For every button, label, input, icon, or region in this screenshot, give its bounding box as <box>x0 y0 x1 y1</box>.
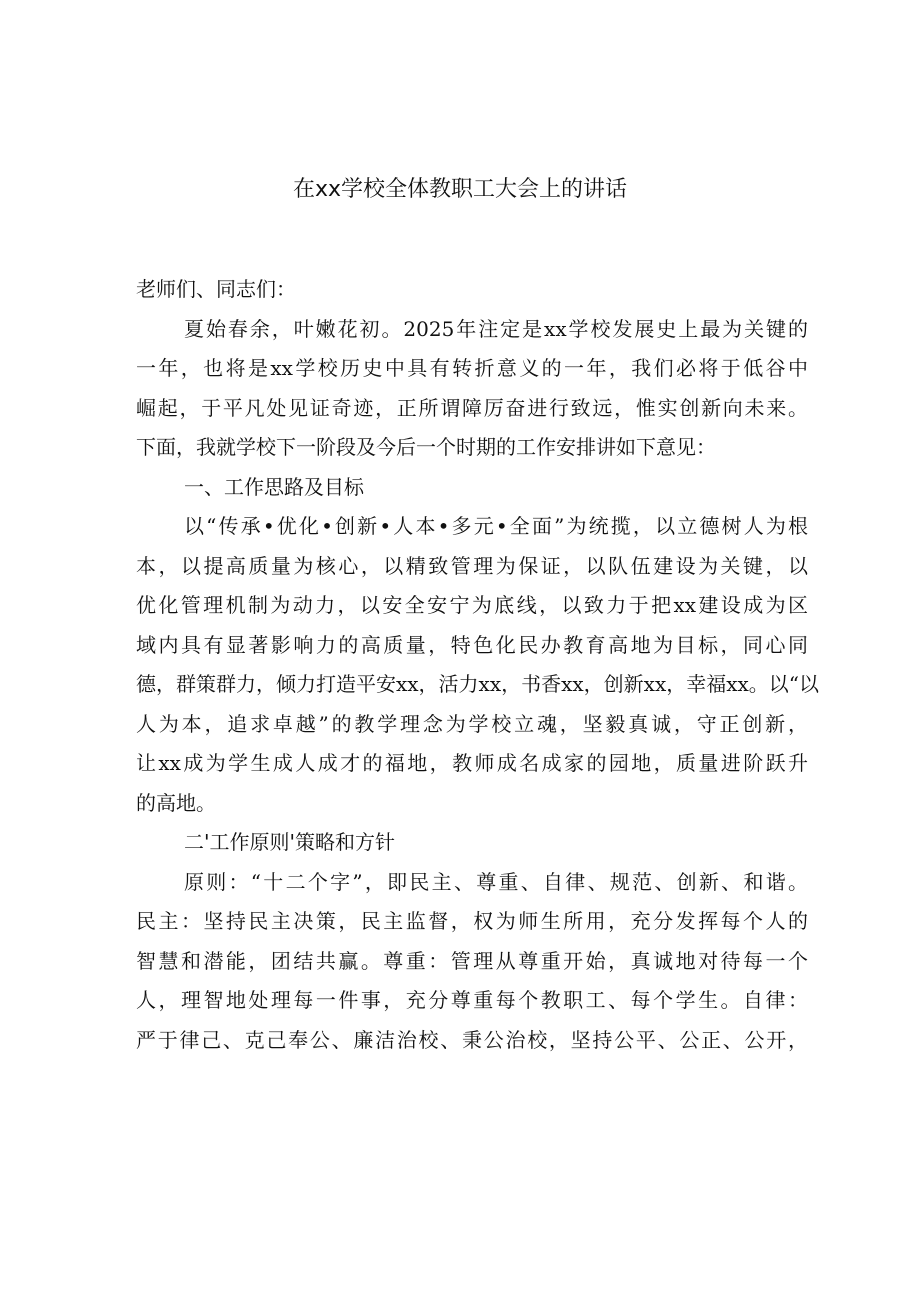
section-heading-1: 一、工作思路及目标 <box>184 474 364 499</box>
salutation: 老师们、同志们： <box>136 277 296 301</box>
text-line: 夏始春余，叶嫩花初。2025年注定是xx学校发展史上最为关键的 <box>184 316 808 341</box>
paragraph-principles <box>136 863 808 1061</box>
text-line: 的高地。 <box>136 790 216 815</box>
section-heading-2: 二'工作原则'策略和方针 <box>184 830 395 854</box>
text-line: 崛起，于平凡处见证奇迹，正所谓障厉奋进行致远，惟实创新向未来。 <box>136 395 808 420</box>
text-line: 本，以提高质量为核心，以精致管理为保证，以队伍建设为关键，以 <box>136 553 808 578</box>
paragraph-goals <box>136 507 820 823</box>
text-line: 人，理智地处理每一件事，充分尊重每个教职工、每个学生。自律： <box>136 988 808 1012</box>
text-line: 原则：“十二个字”，即民主、尊重、自律、规范、创新、和谐。 <box>184 869 808 894</box>
text-line: 优化管理机制为动力，以安全安宁为底线，以致力于把xx建设成为区 <box>136 593 808 617</box>
text-line: 让xx成为学生成人成才的福地，教师成名成家的园地，质量进阶跃升 <box>136 751 808 775</box>
text-line: 德，群策群力，倾力打造平安xx，活力xx，书香xx，创新xx，幸福xx。以“以 <box>136 672 820 696</box>
text-line: 智慧和潜能，团结共赢。尊重：管理从尊重开始，真诚地对待每一个 <box>136 948 808 973</box>
text-line: 下面，我就学校下一阶段及今后一个时期的工作安排讲如下意见： <box>136 435 716 459</box>
text-line: 以“传承•优化•创新•人本•多元•全面”为统揽，以立德树人为根 <box>184 514 808 538</box>
text-line: 民主：坚持民主决策，民主监督，权为师生所用，充分发挥每个人的 <box>136 909 808 933</box>
text-line: 人为本，追求卓越”的教学理念为学校立魂，坚毅真诚，守正创新， <box>136 711 808 736</box>
document-title: 在xx学校全体教职工大会上的讲话 <box>292 177 628 202</box>
document-body <box>136 270 820 1060</box>
text-line: 一年，也将是xx学校历史中具有转折意义的一年，我们必将于低谷中 <box>136 356 808 380</box>
paragraph-intro <box>136 310 808 468</box>
text-line: 严于律己、克己奉公、廉洁治校、秉公治校，坚持公平、公正、公开， <box>136 1027 808 1052</box>
text-line: 域内具有显著影响力的高质量，特色化民办教育高地为目标，同心同 <box>136 632 808 657</box>
